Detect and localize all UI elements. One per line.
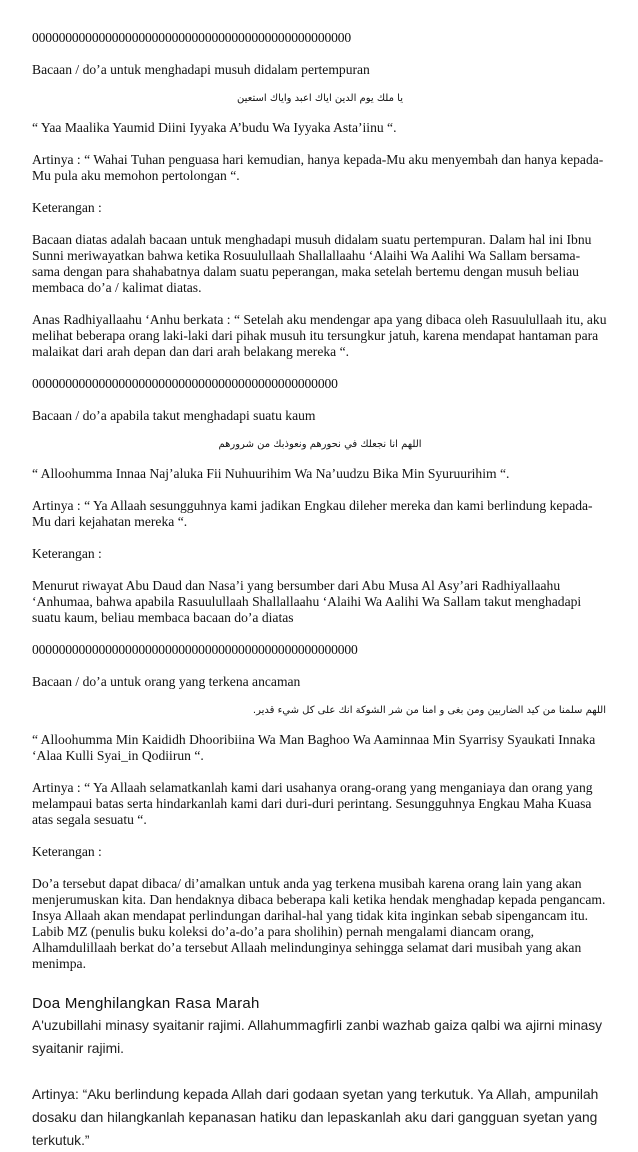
separator-line: 0000000000000000000000000000000000000000000000	[32, 376, 338, 391]
article-body	[32, 30, 608, 972]
arabic-text: اللهم انا نجعلك في نحورهم ونعوذبك من شرورهم	[218, 439, 422, 450]
translation: Artinya : “ Ya Allaah sesungguhnya kami jadikan Engkau dileher mereka dan kami berlindung kepada-Mu dari kejahatan mereka “.	[32, 498, 593, 529]
doa-transliteration: A'uzubillahi minasy syaitanir rajimi. Allahummagfirli zanbi wazhab gaiza qalbi wa ajirni minasy syaitanir rajimi.	[32, 1018, 603, 1056]
explanation-paragraph: Bacaan diatas adalah bacaan untuk menghadapi musuh didalam suatu pertempuran. Dalam hal ini Ibnu Sunni meriwayatkan bahwa ketika Rosuulullaah Shallallaahu ‘Alaihi Wa Aalihi Wa Sallam bersama-sama dengan para shahabatnya dalam suatu peperangan, maka setelah bertemu dengan musuh beliau membaca do’a / kalimat diatas.	[32, 232, 592, 295]
arabic-text: يا ملك يوم الدين اياك اعبد واياك استعين	[237, 93, 403, 104]
keterangan-label: Keterangan :	[32, 546, 102, 561]
transliteration: “ Alloohumma Innaa Naj’aluka Fii Nuhuurihim Wa Na’uudzu Bika Min Syuruurihim “.	[32, 466, 510, 481]
translation: Artinya : “ Wahai Tuhan penguasa hari kemudian, hanya kepada-Mu aku menyembah dan hanya kepada-Mu pula aku memohon pertolongan “.	[32, 152, 604, 183]
explanation-paragraph: Do’a tersebut dapat dibaca/ di’amalkan untuk anda yag terkena musibah karena orang lain yang akan menjerumuskan kita. Dan hendaknya dibaca beberapa kali ketika hendak menghadap kepada pengancam. Insya Allaah akan mendapat perlindungan darihal-hal yang tidak kita inginkan sebab sipengancam itu. Labib MZ (penulis buku koleksi do’a-do’a para sholihin) pernah mengalami diancam orang, Alhamdulillaah berkat do’a tersebut Allaah melindunginya sehingga selamat dari musibah yang akan menimpa.	[32, 876, 606, 971]
keterangan-label: Keterangan :	[32, 844, 102, 859]
explanation-paragraph: Anas Radhiyallaahu ‘Anhu berkata : “ Setelah aku mendengar apa yang dibaca oleh Rasuulullaah itu, aku melihat beberapa orang laki-laki dari pihak musuh itu tersungkur jatuh, karena mendapat hantaman para malaikat dari arah depan dan dari arah belakang mereka “.	[32, 312, 607, 359]
explanation-paragraph: Menurut riwayat Abu Daud dan Nasa’i yang bersumber dari Abu Musa Al Asy’ari Radhiyallaahu ‘Anhumaa, bahwa apabila Rasuulullaah Shallallaahu ‘Alaihi Wa Aalihi Wa Sallam takut menghadapi suatu kaum, beliau membaca bacaan do’a diatas	[32, 578, 582, 625]
transliteration: “ Alloohumma Min Kaididh Dhooribiina Wa Man Baghoo Wa Aaminnaa Min Syarrisy Syaukati Innaka ‘Alaa Kulli Syai_in Qodiirun “.	[32, 732, 596, 763]
section-heading: Doa Menghilangkan Rasa Marah	[32, 995, 260, 1012]
separator-line: 000000000000000000000000000000000000000000000000	[32, 30, 352, 45]
separator-line: 0000000000000000000000000000000000000000000000000	[32, 642, 358, 657]
keterangan-label: Keterangan :	[32, 200, 102, 215]
translation: Artinya : “ Ya Allaah selamatkanlah kami dari usahanya orang-orang yang menganiaya dan orang yang melampaui batas serta hindarkanlah kami dari duri-duri perintang. Sesungguhnya Engkau Maha Kuasa atas segala sesuatu “.	[32, 780, 593, 827]
transliteration: “ Yaa Maalika Yaumid Diini Iyyaka A’budu Wa Iyyaka Asta’iinu “.	[32, 120, 397, 135]
arabic-text: اللهم سلمنا من كيد الضاربين ومن بغى و امنا من شر الشوكة انك على كل شيء قدير.	[252, 705, 606, 716]
doa-translation: Artinya: “Aku berlindung kepada Allah dari godaan syetan yang terkutuk. Ya Allah, ampunilah dosaku dan hilangkanlah kepanasan hatiku dan lepaskanlah aku dari gangguan syetan yang terkutuk.”	[32, 1087, 599, 1148]
section-title-doa-pertempuran: Bacaan / do’a untuk menghadapi musuh didalam pertempuran	[32, 62, 370, 77]
section-title-doa-ancaman: Bacaan / do’a untuk orang yang terkena ancaman	[32, 674, 301, 689]
section-doa-marah	[32, 994, 608, 1152]
section-title-doa-takut: Bacaan / do’a apabila takut menghadapi suatu kaum	[32, 408, 316, 423]
